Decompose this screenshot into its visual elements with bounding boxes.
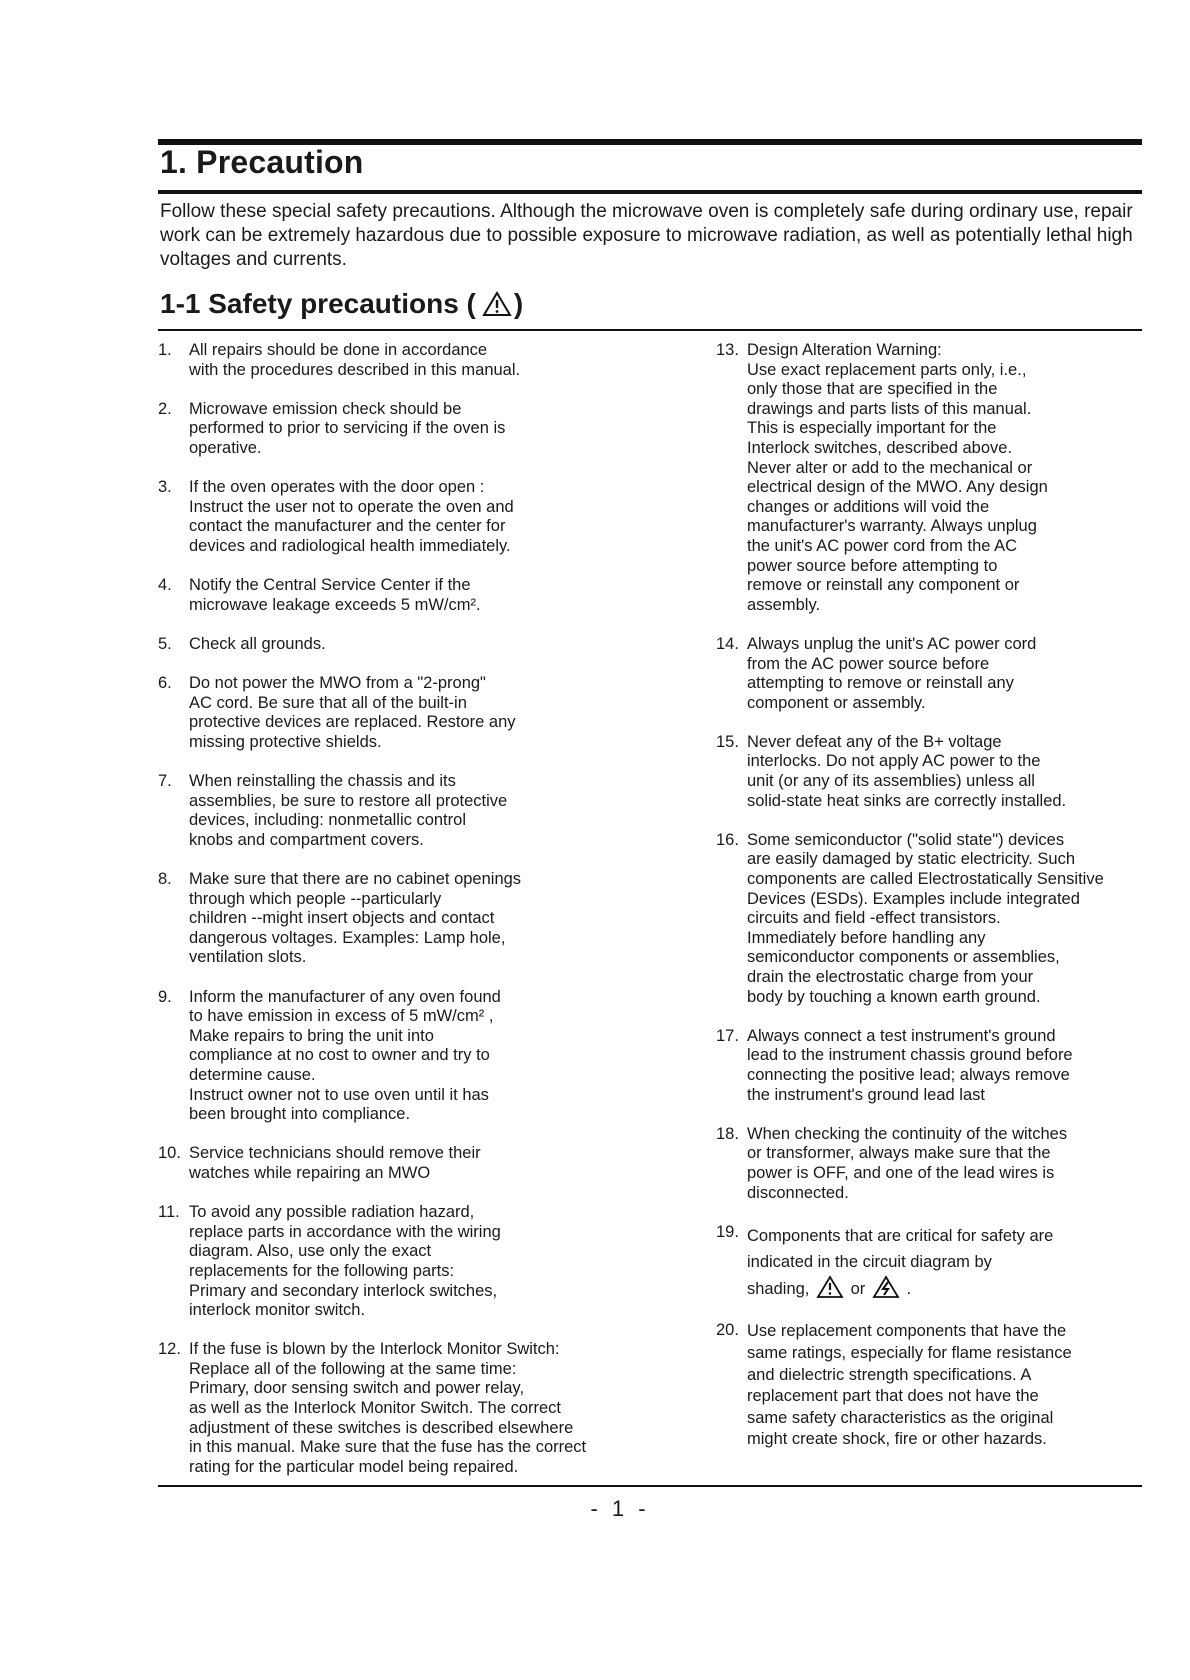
item-line: indicated in the circuit diagram by [747, 1252, 992, 1271]
item-text: When reinstalling the chassis and its assemblies, be sure to restore all protective devices, including: nonmetallic control knobs and compartment covers. [189, 772, 508, 849]
item-text: All repairs should be done in accordance with the procedures described in this manual. [189, 341, 521, 379]
item-text: Always connect a test instrument's ground lead to the instrument chassis ground before connecting the positive lead; always remove the instrument's ground lead last [747, 1026, 1073, 1104]
item-number: 1. [158, 341, 172, 359]
item-text: Service technicians should remove their watches while repairing an MWO [189, 1144, 481, 1182]
item-number: 20. [716, 1321, 739, 1340]
list-item [716, 341, 1136, 615]
item-text: Some semiconductor ("solid state") devices are easily damaged by static electricity. Such components are called Electrostatically Sensitive Devices (ESDs). Examples include integrated circuits and field -effect transistors. Immediately before handling any semiconductor components or assemblies, drain the electrostatic charge from your body by touching a known earth ground. [747, 830, 1104, 1006]
item-number: 12. [158, 1340, 181, 1359]
or-label: or [850, 1279, 866, 1298]
item-text [747, 1223, 1136, 1302]
warning-triangle-icon [482, 291, 512, 317]
section-title [160, 288, 523, 320]
item-number: 17. [716, 1026, 739, 1045]
item-number: 18. [716, 1124, 739, 1143]
item-number: 6. [158, 674, 172, 693]
list-item [158, 478, 628, 556]
item-text: Microwave emission check should be performed to prior to servicing if the oven is operative. [189, 399, 506, 457]
intro-paragraph: Follow these special safety precautions. Although the microwave oven is completely safe during ordinary use, repair work can be extremely hazardous due to possible exposure to microwave radiation, as well as potentially lethal high voltages and currents. [160, 201, 1133, 270]
item-number: 5. [158, 634, 172, 653]
item-number: 9. [158, 987, 172, 1006]
bottom-rule [158, 1485, 1142, 1487]
list-item [158, 400, 628, 459]
item-number: 13. [716, 341, 739, 359]
item-text: When checking the continuity of the witches or transformer, always make sure that the power is OFF, and one of the lead wires is disconnected. [747, 1124, 1068, 1202]
high-voltage-triangle-icon [872, 1275, 900, 1299]
item-number: 19. [716, 1222, 739, 1241]
item-line [747, 1275, 1136, 1302]
item-text: Inform the manufacturer of any oven found to have emission in excess of 5 mW/cm² , Make repairs to bring the unit into compliance at no cost to owner and try to determine cause. Instruct owner not to use oven until it has been brought into compliance. [189, 987, 501, 1124]
warning-triangle-icon [816, 1275, 844, 1299]
list-item [158, 772, 628, 850]
list-item [158, 988, 628, 1125]
section-rule [158, 329, 1142, 331]
end-mark: . [906, 1279, 912, 1298]
list-item [716, 1321, 1136, 1451]
item-text: Make sure that there are no cabinet openings through which people --particularly children --might insert objects and contact dangerous voltages. Examples: Lamp hole, ventilation slots. [189, 870, 522, 967]
item-number: 11. [158, 1203, 180, 1222]
shading-label: shading, [747, 1279, 810, 1298]
page-title: 1. Precaution [160, 144, 364, 180]
item-text: If the oven operates with the door open : Instruct the user not to operate the oven and contact the manufacturer and the center for devices and radiological health immediately. [189, 478, 514, 555]
right-column [716, 341, 1136, 1470]
list-item [158, 635, 628, 655]
item-number: 4. [158, 576, 172, 595]
item-number: 15. [716, 732, 739, 751]
item-text: Use replacement components that have the same ratings, especially for flame resistance and dielectric strength specifications. A replacement part that does not have the same safety characteristics as the original might create shock, fire or other hazards. [747, 1322, 1072, 1449]
list-item [158, 1144, 628, 1183]
item-number: 16. [716, 830, 739, 849]
section-title-text: 1-1 Safety precautions ( [160, 288, 476, 319]
list-item [716, 1125, 1136, 1203]
item-text: Check all grounds. [189, 634, 326, 653]
item-text: Notify the Central Service Center if the microwave leakage exceeds 5 mW/cm². [189, 576, 481, 614]
list-item [158, 870, 628, 968]
list-item [716, 831, 1136, 1007]
list-item-safety-symbols [716, 1223, 1136, 1302]
item-number: 14. [716, 634, 739, 653]
item-number: 3. [158, 478, 172, 497]
item-text: If the fuse is blown by the Interlock Monitor Switch: Replace all of the following at the same time: Primary, door sensing switch and power relay, as well as the Interlock Monitor Switch. The correct adjustment of these switches is described elsewhere in this manual. Make sure that the fuse has the correct rating for the particular model being repaired. [189, 1340, 587, 1476]
item-number: 2. [158, 399, 172, 418]
item-line: Components that are critical for safety are [747, 1226, 1054, 1245]
page-number: - 1 - [590, 1496, 650, 1521]
item-number: 7. [158, 772, 172, 791]
list-item [158, 674, 628, 752]
item-number: 10. [158, 1144, 181, 1163]
item-number: 8. [158, 870, 172, 889]
left-column [158, 341, 628, 1497]
item-text: Do not power the MWO from a "2-prong" AC cord. Be sure that all of the built-in protective devices are replaced. Restore any missing protective shields. [189, 674, 516, 751]
item-text: Never defeat any of the B+ voltage interlocks. Do not apply AC power to the unit (or any of its assemblies) unless all solid-state heat sinks are correctly installed. [747, 732, 1067, 810]
list-item [158, 1203, 628, 1321]
list-item [158, 341, 628, 380]
list-item [716, 1027, 1136, 1105]
item-text: Always unplug the unit's AC power cord from the AC power source before attempting to remove or reinstall any component or assembly. [747, 634, 1037, 712]
title-under-rule [158, 190, 1142, 194]
section-title-close: ) [513, 288, 524, 319]
list-item [158, 1340, 628, 1477]
list-item [716, 635, 1136, 713]
item-text: Design Alteration Warning: Use exact replacement parts only, i.e., only those that are specified in the drawings and parts lists of this manual. This is especially important for the Interlock switches, described above. Never alter or add to the mechanical or electrical design of the MWO. Any design changes or additions will void the manufacturer's warranty. Always unplug the unit's AC power cord from the AC power source before attempting to remove or reinstall any component or assembly. [747, 341, 1048, 614]
list-item [716, 733, 1136, 811]
item-text: To avoid any possible radiation hazard, replace parts in accordance with the wiring diagram. Also, use only the exact replacements for the following parts: Primary and secondary interlock switches, interlock monitor switch. [189, 1203, 501, 1320]
list-item [158, 576, 628, 615]
